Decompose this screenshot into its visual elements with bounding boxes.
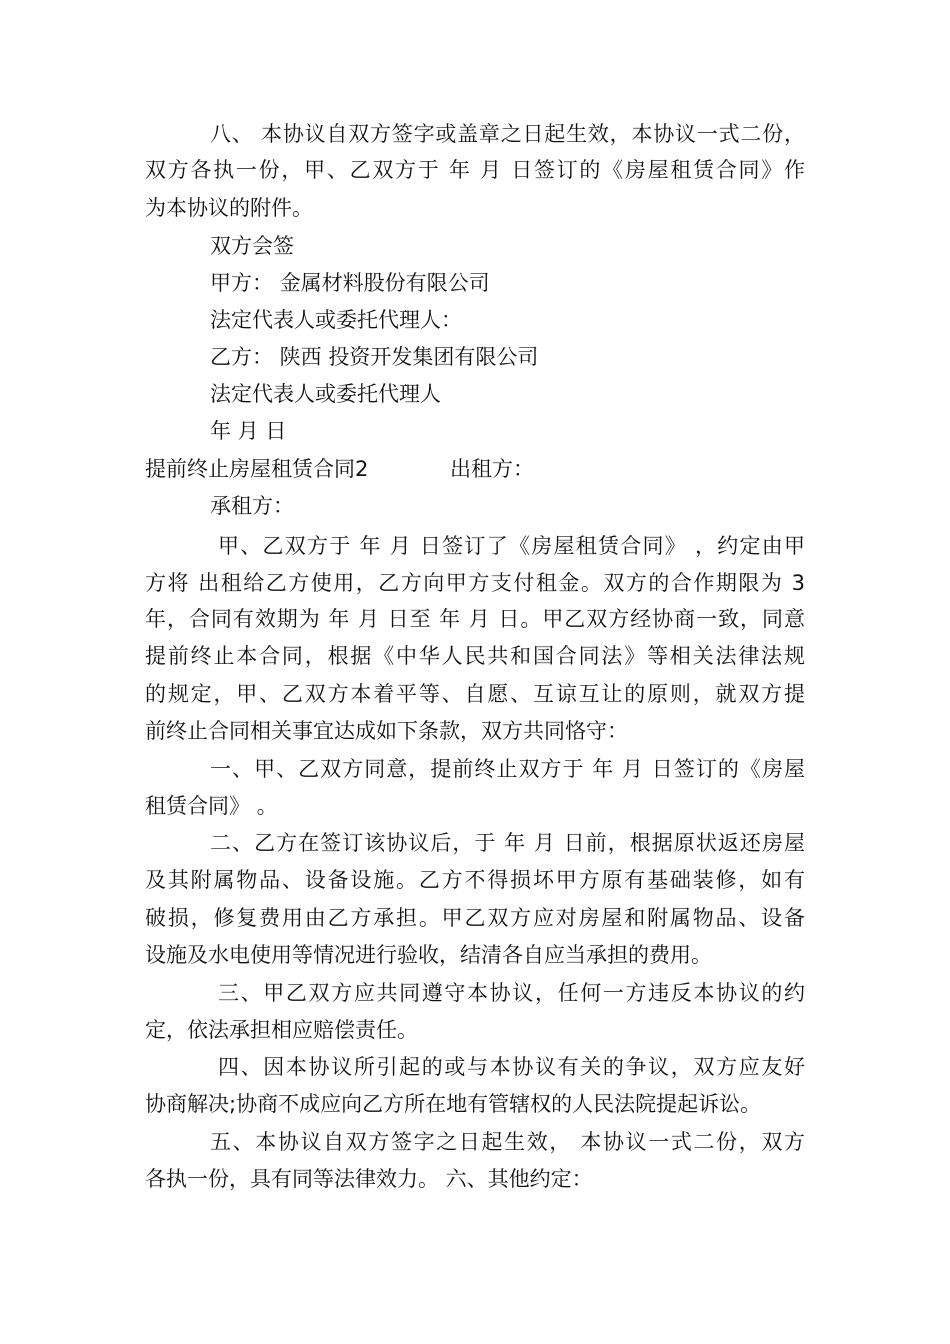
- paragraph-line: 前终止合同相关事宜达成如下条款，双方共同恪守：: [145, 719, 628, 743]
- paragraph-line: 提前终止本合同，根据《中华人民共和国合同法》等相关法律法规: [145, 644, 805, 668]
- paragraph-line: 甲、乙双方于 年 月 日签订了《房屋租赁合同》 ，约定由甲: [218, 534, 805, 558]
- paragraph-line: 的规定，甲、乙双方本着平等、自愿、互谅互让的原则，就双方提: [145, 682, 805, 706]
- paragraph-line: 及其附属物品、设备设施。乙方不得损坏甲方原有基础装修，如有: [145, 868, 805, 892]
- paragraph-line: 五、本协议自双方签字之日起生效， 本协议一式二份，双方: [210, 1130, 805, 1154]
- lessee-label: 承租方：: [210, 494, 294, 518]
- paragraph-line: 双方会签: [210, 234, 294, 258]
- paragraph-line: 八、 本协议自双方签字或盖章之日起生效，本协议一式二份，: [210, 122, 805, 146]
- paragraph-line: 二、乙方在签订该协议后，于 年 月 日前，根据原状返还房屋: [210, 831, 805, 855]
- paragraph-line: 乙方： 陕西 投资开发集团有限公司: [210, 345, 539, 369]
- paragraph-line: 法定代表人或委托代理人: [210, 382, 441, 406]
- paragraph-line: 双方各执一份，甲、乙双方于 年 月 日签订的《房屋租赁合同》作: [145, 158, 805, 182]
- paragraph-line: 法定代表人或委托代理人：: [210, 308, 462, 332]
- paragraph-line: 三、甲乙双方应共同遵守本协议，任何一方违反本协议的约: [218, 981, 805, 1005]
- paragraph-line: 年，合同有效期为 年 月 日至 年 月 日。甲乙双方经协商一致，同意: [145, 607, 805, 631]
- paragraph-line: 协商解决;协商不成应向乙方所在地有管辖权的人民法院提起诉讼。: [145, 1092, 762, 1116]
- paragraph-line: 四、因本协议所引起的或与本协议有关的争议，双方应友好: [218, 1055, 805, 1079]
- paragraph-line: 方将 出租给乙方使用，乙方向甲方支付租金。双方的合作期限为 3: [145, 571, 805, 595]
- paragraph-line: 破损，修复费用由乙方承担。甲乙双方应对房屋和附属物品、设备: [145, 906, 805, 930]
- paragraph-line: 年 月 日: [210, 419, 287, 443]
- paragraph-line: 一、甲、乙双方同意，提前终止双方于 年 月 日签订的《房屋: [210, 757, 805, 781]
- paragraph-line: 各执一份，具有同等法律效力。 六、其他约定：: [145, 1167, 593, 1191]
- paragraph-line: 甲方： 金属材料股份有限公司: [210, 271, 490, 295]
- lessor-label: 出租方：: [450, 457, 534, 481]
- paragraph-line: 设施及水电使用等情况进行验收，结清各自应当承担的费用。: [145, 943, 712, 967]
- paragraph-line: 为本协议的附件。: [145, 196, 313, 220]
- paragraph-line: 租赁合同》 。: [145, 794, 278, 818]
- paragraph-line: 定，依法承担相应赔偿责任。: [145, 1018, 418, 1042]
- section-heading: 提前终止房屋租赁合同2: [145, 457, 369, 481]
